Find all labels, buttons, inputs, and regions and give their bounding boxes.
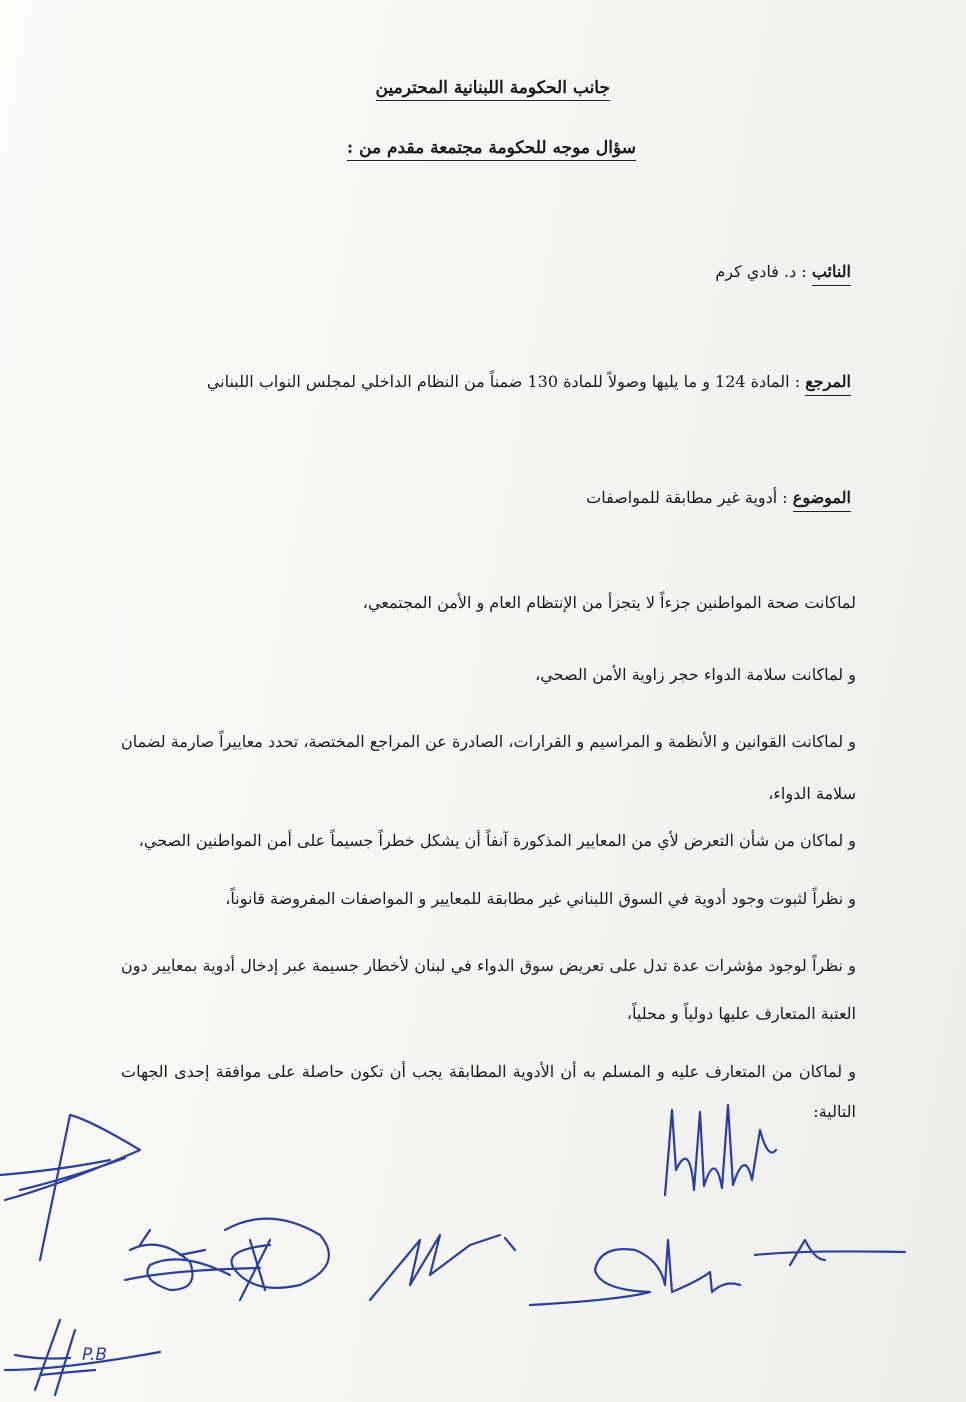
signature-5 (370, 1235, 515, 1300)
deputy-value: : د. فادي كرم (715, 262, 807, 281)
deputy-field (715, 262, 851, 281)
signature-initials: P.B (82, 1345, 107, 1365)
reference-field (207, 372, 851, 391)
paragraph-2: و لماكانت سلامة الدواء حجر زاوية الأمن الصحي، (535, 665, 856, 684)
addressee-heading (376, 78, 610, 98)
deputy-label: النائب (812, 262, 851, 286)
signature-2 (0, 1115, 140, 1260)
question-intro-heading (347, 138, 636, 158)
paragraph-5: و نظراً لثبوت وجود أدوية في السوق اللبناني غير مطابقة للمعايير و المواصفات المفروضة قانوناً، (225, 889, 856, 908)
paragraph-6: و نظراً لوجود مؤشرات عدة تدل على تعريض سوق الدواء في لبنان لأخطار جسيمة عبر إدخال أدوية بمعايير دون العتبة المتعارف عليها دولياً و محلياً، (121, 956, 856, 1023)
subject-label: الموضوع (793, 488, 851, 512)
question-intro-text: سؤال موجه للحكومة مجتمعة مقدم من : (347, 138, 636, 161)
signature-4 (225, 1219, 329, 1300)
reference-label: المرجع (805, 372, 851, 396)
paragraph-7: و لماكان من المتعارف عليه و المسلم به أن الأدوية المطابقة يجب أن تكون حاصلة على موافقة إحدى الجهات التالية: (121, 1062, 856, 1121)
paragraph-3: و لماكانت القوانين و الأنظمة و المراسيم و القرارات، الصادرة عن المراجع المختصة، تحدد معاييراً صارمة لضمان سلامة الدواء، (121, 732, 856, 803)
signature-3 (125, 1230, 260, 1290)
addressee-text: جانب الحكومة اللبنانية المحترمين (376, 78, 610, 101)
signature-7 (5, 1320, 160, 1395)
subject-value: : أدوية غير مطابقة للمواصفات (586, 488, 788, 507)
subject-field (586, 488, 851, 507)
paragraph-1: لماكانت صحة المواطنين جزءاً لا يتجزأ من الإنتظام العام و الأمن المجتمعي، (362, 593, 856, 612)
signature-6 (530, 1240, 905, 1305)
reference-value: : المادة 124 و ما يليها وصولاً للمادة 130 ضمناً من النظام الداخلي لمجلس النواب اللبناني (206, 372, 801, 391)
paragraph-4: و لماكان من شأن التعرض لأي من المعايير المذكورة آنفاً أن يشكل خطراً جسيماً على أمن المواطنين الصحي، (138, 831, 856, 850)
